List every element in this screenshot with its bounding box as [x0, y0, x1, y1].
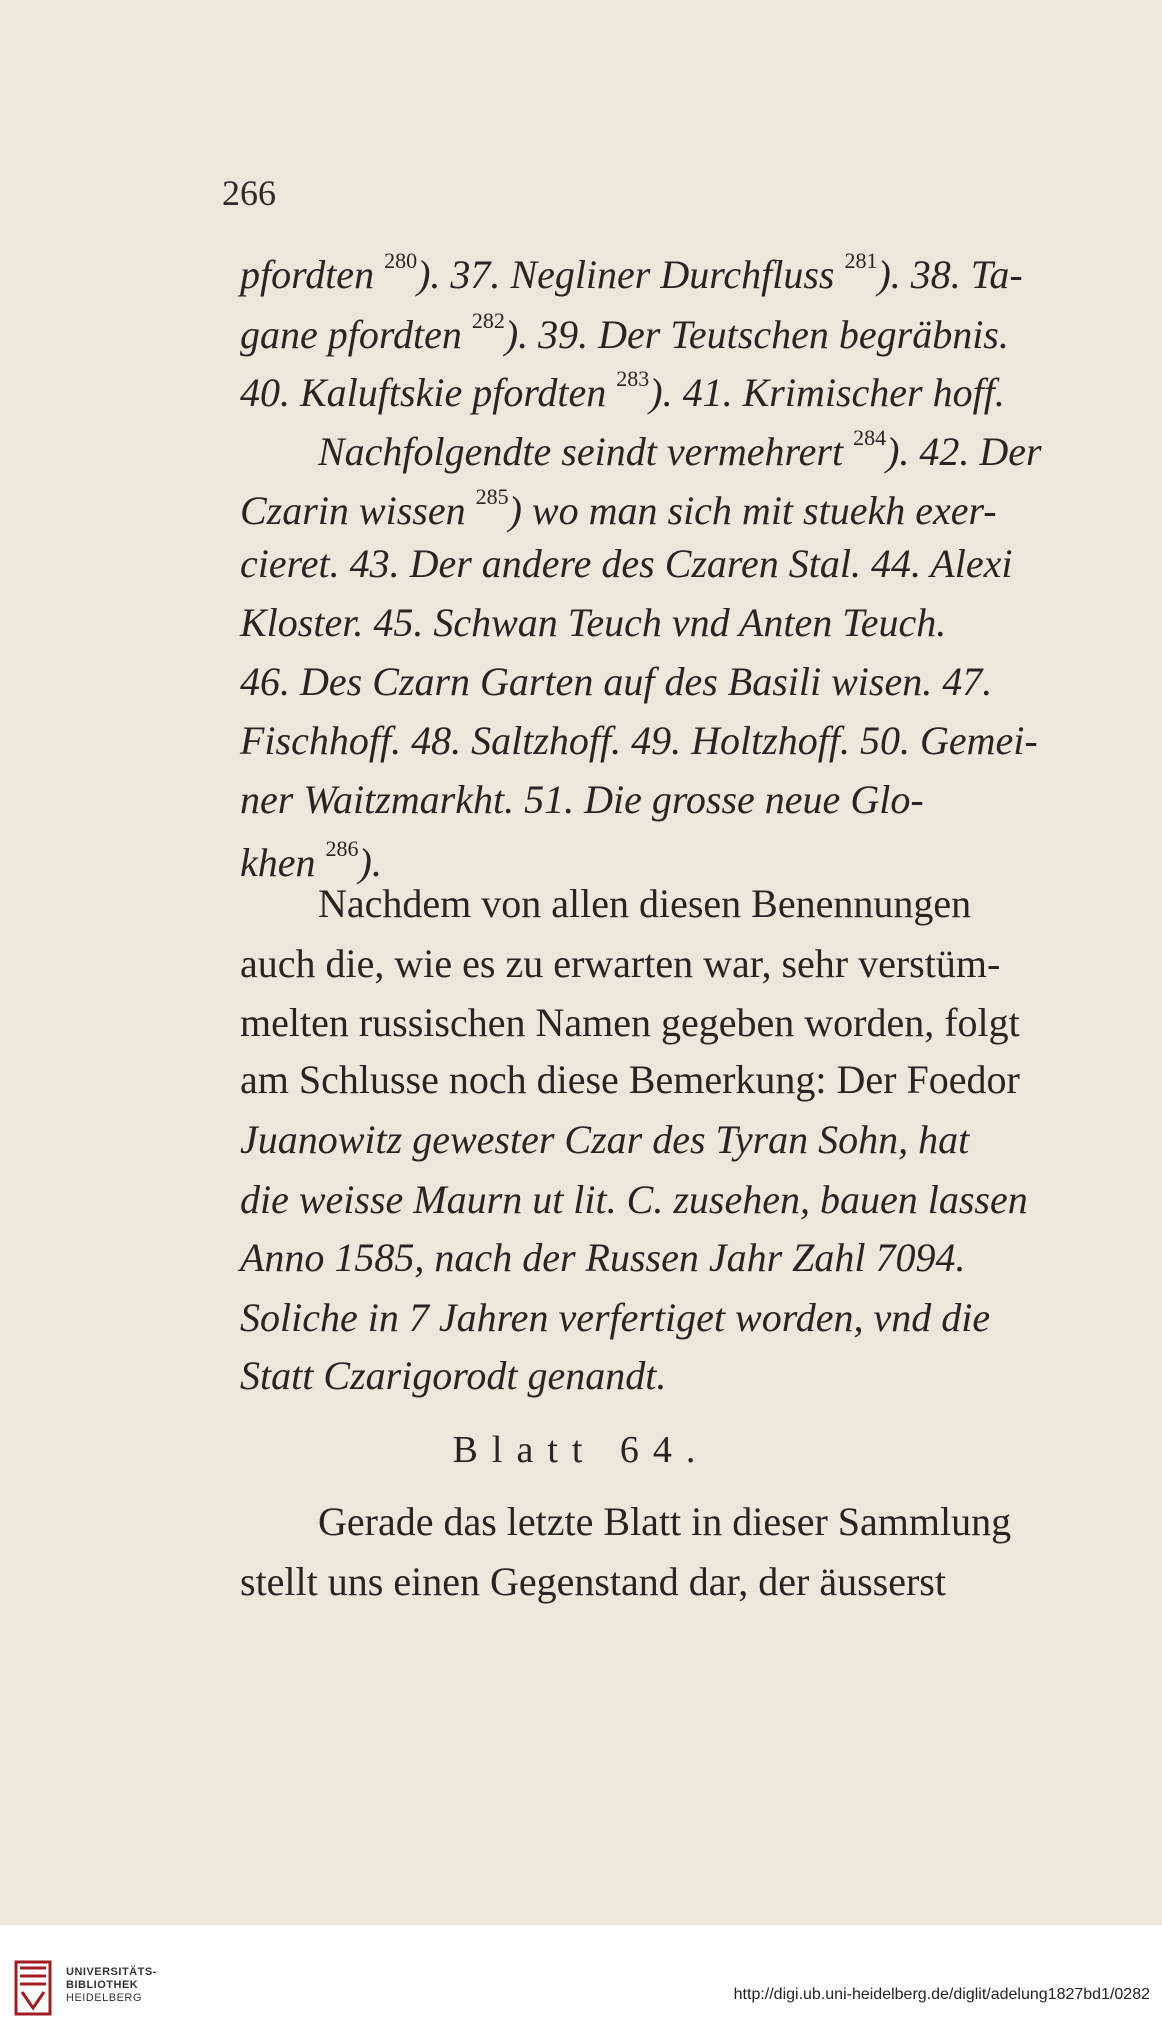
- page-number: 266: [222, 173, 276, 213]
- quote-line-2: die weisse Maurn ut lit. C. zusehen, bauen lassen: [240, 1177, 1028, 1222]
- section-heading: Blatt 64.: [452, 1429, 710, 1471]
- text-line-10: ner Waitzmarkht. 51. Die grosse neue Glo-: [240, 777, 924, 822]
- text-line-6: cieret. 43. Der andere des Czaren Stal. 44. Alexi: [240, 541, 1013, 586]
- source-url[interactable]: http://digi.ub.uni-heidelberg.de/diglit/adelung1827bd1/0282: [733, 1986, 1150, 2003]
- para1-line-1: Nachdem von allen diesen Benennungen: [318, 881, 972, 926]
- para1-line-2: auch die, wie es zu erwarten war, sehr verstüm-: [240, 941, 1001, 986]
- quote-line-3: Anno 1585, nach der Russen Jahr Zahl 7094.: [240, 1235, 966, 1280]
- para2-line-1: Gerade das letzte Blatt in dieser Sammlung: [318, 1499, 1012, 1544]
- library-logo-icon: [12, 1958, 54, 2018]
- footer-bar: [0, 1925, 1162, 2032]
- text-line-2: gane pfordten $^{282}$). 39. Der Teutschen begräbnis.: [240, 308, 1009, 357]
- para1-line-4: am Schlusse noch diese Bemerkung: Der Foedor: [240, 1057, 1020, 1102]
- quote-line-5: Statt Czarigorodt genandt.: [240, 1353, 667, 1398]
- text-line-11: khen $^{286}$).: [240, 836, 382, 885]
- para2-line-2: stellt uns einen Gegenstand dar, der äusserst: [240, 1559, 946, 1604]
- para1-line-3: melten russischen Namen gegeben worden, folgt: [240, 1000, 1020, 1045]
- text-line-8: 46. Des Czarn Garten auf des Basili wisen. 47.: [240, 659, 993, 704]
- text-line-5: Czarin wissen $^{285}$) wo man sich mit stuekh exer-: [240, 484, 997, 533]
- quote-line-1: Juanowitz gewester Czar des Tyran Sohn, hat: [240, 1117, 970, 1162]
- quote-line-4: Soliche in 7 Jahren verfertiget worden, vnd die: [240, 1295, 991, 1340]
- text-line-3: 40. Kaluftskie pfordten $^{283}$). 41. Krimischer hoff.: [240, 366, 1005, 415]
- text-line-1: pfordten $^{280}$). 37. Negliner Durchfluss $^{281}$). 38. Ta-: [240, 248, 1023, 297]
- text-line-7: Kloster. 45. Schwan Teuch vnd Anten Teuch.: [240, 600, 947, 645]
- text-line-4: Nachfolgendte seindt vermehrert $^{284}$). 42. Der: [318, 425, 1042, 474]
- library-name: UNIVERSITÄTS- BIBLIOTHEK HEIDELBERG: [66, 1966, 157, 2004]
- text-line-9: Fischhoff. 48. Saltzhoff. 49. Holtzhoff. 50. Gemei-: [240, 718, 1038, 763]
